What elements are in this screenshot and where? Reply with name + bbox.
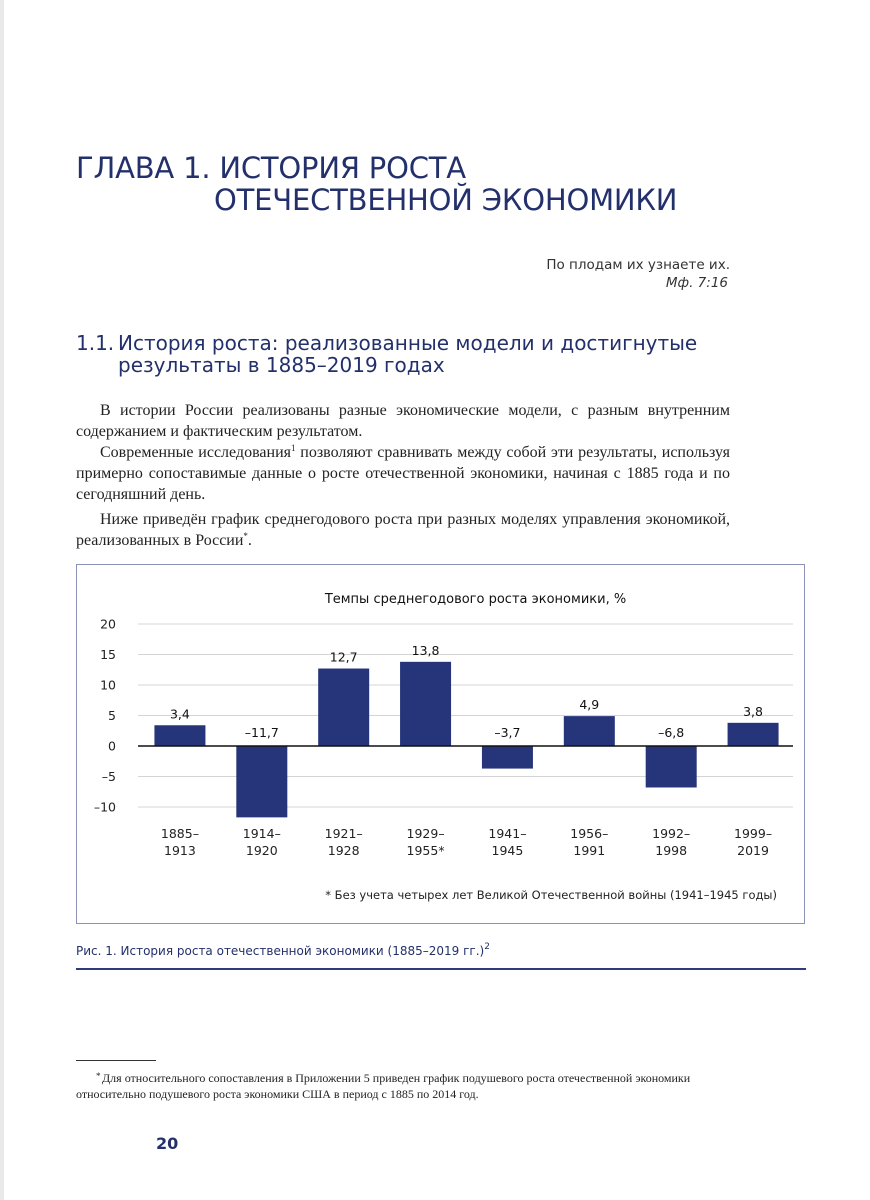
x-tick-label-line: 1920 bbox=[245, 843, 278, 858]
x-tick-label-line: 1885– bbox=[160, 826, 199, 841]
paragraph-2-start: Современные исследования bbox=[100, 444, 292, 461]
chapter-title bbox=[76, 152, 836, 216]
chapter-title-line2: ОТЕЧЕСТВЕННОЙ ЭКОНОМИКИ bbox=[214, 183, 678, 217]
body-text bbox=[76, 400, 730, 551]
x-tick-label-line: 1998 bbox=[655, 843, 688, 858]
page-edge bbox=[0, 0, 4, 1200]
bar-value-label: –6,8 bbox=[658, 725, 685, 740]
paragraph-3-start: Ниже приведён график среднегодового роста при разных моделях управления экономикой, реализованных в России bbox=[76, 511, 730, 549]
figure-caption-text: Рис. 1. История роста отечественной экономики (1885–2019 гг.) bbox=[76, 944, 485, 958]
y-tick-label: 20 bbox=[100, 616, 116, 632]
x-tick-label-line: 1945 bbox=[491, 843, 524, 858]
page-number: 20 bbox=[156, 1134, 179, 1153]
section-title-line2: результаты в 1885–2019 годах bbox=[118, 353, 445, 377]
paragraph-3-end: . bbox=[247, 532, 252, 549]
footnote-ref-star: * bbox=[243, 531, 248, 541]
figure-rule bbox=[76, 968, 806, 970]
chapter-title-line1: ГЛАВА 1. ИСТОРИЯ РОСТА bbox=[76, 151, 466, 185]
footnote-text: Для относительного сопоставления в Приложении 5 приведен график подушевого роста отечественной экономики относительно подушевого роста экономики США в период с 1885 по 2014 год. bbox=[76, 1071, 691, 1101]
y-tick-label: 0 bbox=[108, 738, 116, 754]
bar-chart bbox=[77, 565, 806, 925]
x-tick-label-line: 2019 bbox=[737, 843, 769, 858]
y-tick-label: –5 bbox=[101, 769, 116, 784]
bar-value-label: –3,7 bbox=[494, 725, 521, 740]
epigraph-text: По плодам их узнаете их. bbox=[546, 257, 730, 273]
bar-value-label: 13,8 bbox=[411, 642, 440, 658]
footnote bbox=[76, 1068, 736, 1102]
bar-value-label: 3,8 bbox=[743, 703, 764, 719]
x-tick-label bbox=[734, 826, 772, 858]
footnote-mark: * bbox=[96, 1071, 101, 1081]
bar bbox=[482, 746, 533, 769]
paragraph-2 bbox=[76, 442, 730, 505]
footnote-rule bbox=[76, 1060, 156, 1061]
x-tick-label-line: 1956– bbox=[570, 826, 609, 841]
bar bbox=[564, 716, 615, 746]
bar bbox=[728, 723, 779, 746]
x-tick-label-line: 1929– bbox=[406, 826, 445, 841]
figure-caption bbox=[76, 944, 490, 958]
footnote-ref-1: 1 bbox=[291, 443, 296, 453]
chart-note: * Без учета четырех лет Великой Отечественной войны (1941–1945 годы) bbox=[325, 888, 777, 902]
bar-value-label: –11,7 bbox=[244, 725, 279, 740]
x-tick-label-line: 1992– bbox=[652, 826, 691, 841]
chart-frame bbox=[76, 564, 805, 924]
section-title-line1: История роста: реализованные модели и достигнутые bbox=[118, 331, 698, 355]
bar bbox=[400, 662, 451, 746]
section-title bbox=[76, 332, 776, 376]
x-tick-label bbox=[161, 826, 199, 858]
y-tick-label: 15 bbox=[100, 647, 116, 662]
x-tick-label-line: 1921– bbox=[324, 826, 363, 841]
epigraph bbox=[546, 256, 730, 292]
bar bbox=[318, 669, 369, 746]
x-tick-label bbox=[407, 826, 445, 858]
x-tick-label bbox=[243, 826, 281, 858]
x-tick-label-line: 1941– bbox=[488, 826, 527, 841]
bar-value-label: 12,7 bbox=[329, 649, 358, 665]
section-number: 1.1. bbox=[76, 331, 115, 355]
bar bbox=[646, 746, 697, 787]
x-tick-label-line: 1928 bbox=[327, 843, 360, 858]
y-tick-label: –10 bbox=[93, 799, 116, 815]
x-tick-label-line: 1913 bbox=[164, 843, 196, 858]
x-tick-label bbox=[570, 826, 608, 858]
bar bbox=[154, 725, 205, 746]
paragraph-3 bbox=[76, 509, 730, 551]
bar-value-label: 4,9 bbox=[579, 697, 600, 713]
x-tick-label-line: 1955* bbox=[406, 843, 445, 858]
x-tick-label bbox=[652, 826, 690, 858]
x-tick-label-line: 1914– bbox=[242, 826, 281, 841]
epigraph-source: Мф. 7:16 bbox=[665, 275, 728, 291]
y-tick-label: 10 bbox=[100, 677, 116, 693]
y-tick-label: 5 bbox=[108, 708, 116, 723]
chart-title: Темпы среднегодового роста экономики, % bbox=[324, 592, 627, 607]
paragraph-2-end: позволяют сравнивать между собой эти результаты, используя примерно сопоставимые данные о росте отечественной экономики, начиная с 1885 года и по сегодняшний день. bbox=[76, 444, 731, 503]
bar bbox=[236, 746, 287, 817]
x-tick-label bbox=[325, 826, 363, 858]
bar-value-label: 3,4 bbox=[169, 706, 190, 722]
paragraph-1: В истории России реализованы разные экономические модели, с разным внутренним содержанием и фактическим результатом. bbox=[76, 402, 730, 440]
figure-caption-footnote-ref: 2 bbox=[484, 942, 490, 952]
x-tick-label bbox=[488, 826, 526, 858]
x-tick-label-line: 1999– bbox=[734, 826, 773, 841]
x-tick-label-line: 1991 bbox=[573, 843, 606, 858]
